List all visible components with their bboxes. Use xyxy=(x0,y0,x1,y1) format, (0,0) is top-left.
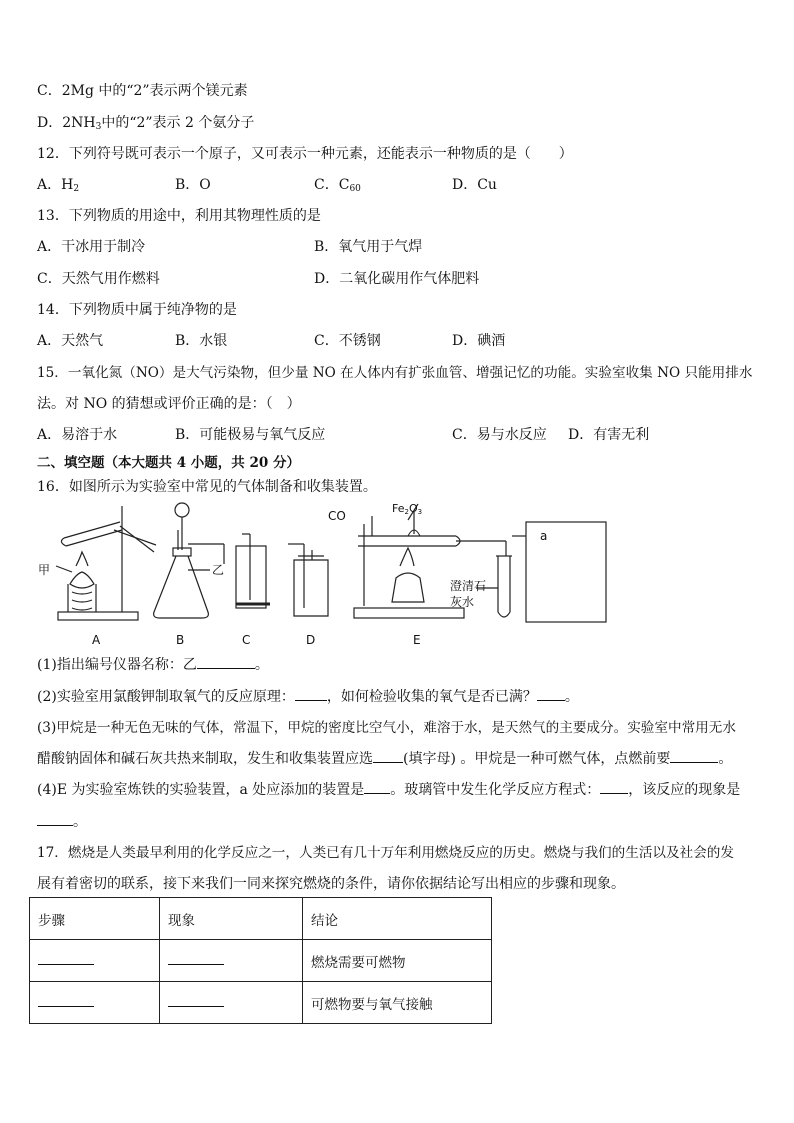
phenomenon-cell[interactable] xyxy=(160,940,303,982)
label-a: a xyxy=(540,529,548,543)
table-header-row xyxy=(30,898,492,940)
q12-option-a: A．$H_2$ xyxy=(37,177,80,194)
answer-blank[interactable] xyxy=(197,656,255,669)
conclusion-cell: 可燃物要与氧气接触 xyxy=(303,982,492,1024)
apparatus-e xyxy=(354,504,606,622)
q15-stem-line2: 法。对 NO 的猜想或评价正确的是：（ ） xyxy=(37,396,301,412)
table-row xyxy=(30,940,492,982)
section-title: 二、填空题（本大题共 4 小题，共 20 分） xyxy=(37,455,300,471)
q14-option-b: B．水银 xyxy=(175,333,228,349)
q15-option-b: B．可能极易与氧气反应 xyxy=(175,427,326,443)
answer-blank[interactable] xyxy=(37,813,73,826)
q13-option-c: C．天然气用作燃料 xyxy=(37,271,160,287)
q14-option-d: D．碘酒 xyxy=(452,333,506,349)
label-limewater-1: 澄清石 xyxy=(450,579,487,593)
step-cell[interactable] xyxy=(30,982,160,1024)
answer-blank[interactable] xyxy=(537,688,565,701)
q17-stem-line1: 17．燃烧是人类最早利用的化学反应之一，人类已有几十万年利用燃烧反应的历史。燃烧与我们的生活以及社会的发 xyxy=(37,845,734,861)
apparatus-c xyxy=(236,534,270,608)
q16-stem: 16．如图所示为实验室中常见的气体制备和收集装置。 xyxy=(37,479,377,495)
label-fe2o3: Fe2O3 xyxy=(392,502,423,516)
header-step: 步骤 xyxy=(30,898,160,940)
q13-option-b: B．氧气用于气焊 xyxy=(314,239,423,255)
q15-option-c: C．易与水反应 xyxy=(452,427,547,443)
q14-option-a: A．天然气 xyxy=(37,333,104,349)
q13-option-a: A．干冰用于制冷 xyxy=(37,239,146,255)
q16-part4-line1: (4)E 为实验室炼铁的实验装置，a 处应添加的装置是 。玻璃管中发生化学反应方程式： ，该反应的现象是 xyxy=(37,782,741,798)
caption-a: A xyxy=(92,633,101,647)
answer-blank[interactable] xyxy=(600,781,628,794)
q17-table xyxy=(29,897,492,1024)
table-row xyxy=(30,982,492,1024)
q14-stem: 14．下列物质中属于纯净物的是 xyxy=(37,302,237,318)
step-cell[interactable] xyxy=(30,940,160,982)
q11-option-c: C．2Mg 中的“2”表示两个镁元素 xyxy=(37,83,248,99)
q17-stem-line2: 展有着密切的联系，接下来我们一同来探究燃烧的条件，请你依据结论写出相应的步骤和现象。 xyxy=(37,876,625,892)
q16-part4-line2: 。 xyxy=(37,813,87,831)
apparatus-d xyxy=(288,544,328,616)
answer-blank[interactable] xyxy=(670,750,718,763)
apparatus-b xyxy=(154,503,224,618)
q16-part3-line2: 醋酸钠固体和碱石灰共热来制取，发生和收集装置应选 (填字母) 。甲烷是一种可燃气体，点燃前要 。 xyxy=(37,751,733,767)
q15-stem-line1: 15．一氧化氮（NO）是大气污染物，但少量 NO 在人体内有扩张血管、增强记忆的功能。实验室收集 NO 只能用排水 xyxy=(37,365,753,381)
answer-blank[interactable] xyxy=(295,688,327,701)
caption-c: C xyxy=(242,633,251,647)
q15-option-d: D．有害无利 xyxy=(568,427,650,443)
q14-option-c: C．不锈钢 xyxy=(314,333,381,349)
q13-option-d: D．二氧化碳用作气体肥料 xyxy=(314,271,480,287)
q13-stem: 13．下列物质的用途中，利用其物理性质的是 xyxy=(37,208,321,224)
apparatus-diagram xyxy=(36,500,616,650)
answer-blank[interactable] xyxy=(373,750,403,763)
header-conclusion: 结论 xyxy=(303,898,492,940)
q16-part1: (1)指出编号仪器名称：乙 。 xyxy=(37,657,269,673)
q15-option-a: A．易溶于水 xyxy=(37,427,118,443)
q12-option-d: D．Cu xyxy=(452,177,497,193)
label-yi: 乙 xyxy=(212,563,225,577)
caption-b: B xyxy=(176,633,185,647)
q16-part2: (2)实验室用氯酸钾制取氧气的反应原理： ，如何检验收集的氧气是否已满？ 。 xyxy=(37,689,579,705)
q16-part3-line1: (3)甲烷是一种无色无味的气体，常温下，甲烷的密度比空气小，难溶于水，是天然气的主要成分。实验室中常用无水 xyxy=(37,720,736,736)
q11-option-d: D．$2NH_3$中的“2”表示 2 个氨分子 xyxy=(37,115,255,132)
q12-option-b: B．O xyxy=(175,177,211,193)
apparatus-a xyxy=(56,506,156,620)
label-limewater-2: 灰水 xyxy=(450,595,475,609)
caption-e: E xyxy=(413,633,421,647)
conclusion-cell: 燃烧需要可燃物 xyxy=(303,940,492,982)
phenomenon-cell[interactable] xyxy=(160,982,303,1024)
label-co: CO xyxy=(328,509,346,523)
label-jia: 甲 xyxy=(38,563,51,577)
q12-stem: 12．下列符号既可表示一个原子，又可表示一种元素，还能表示一种物质的是（ ） xyxy=(37,146,573,162)
answer-blank[interactable] xyxy=(364,781,390,794)
q12-option-c: C．$C_{60}$ xyxy=(314,177,361,194)
caption-d: D xyxy=(306,633,316,647)
header-phenomenon: 现象 xyxy=(160,898,303,940)
